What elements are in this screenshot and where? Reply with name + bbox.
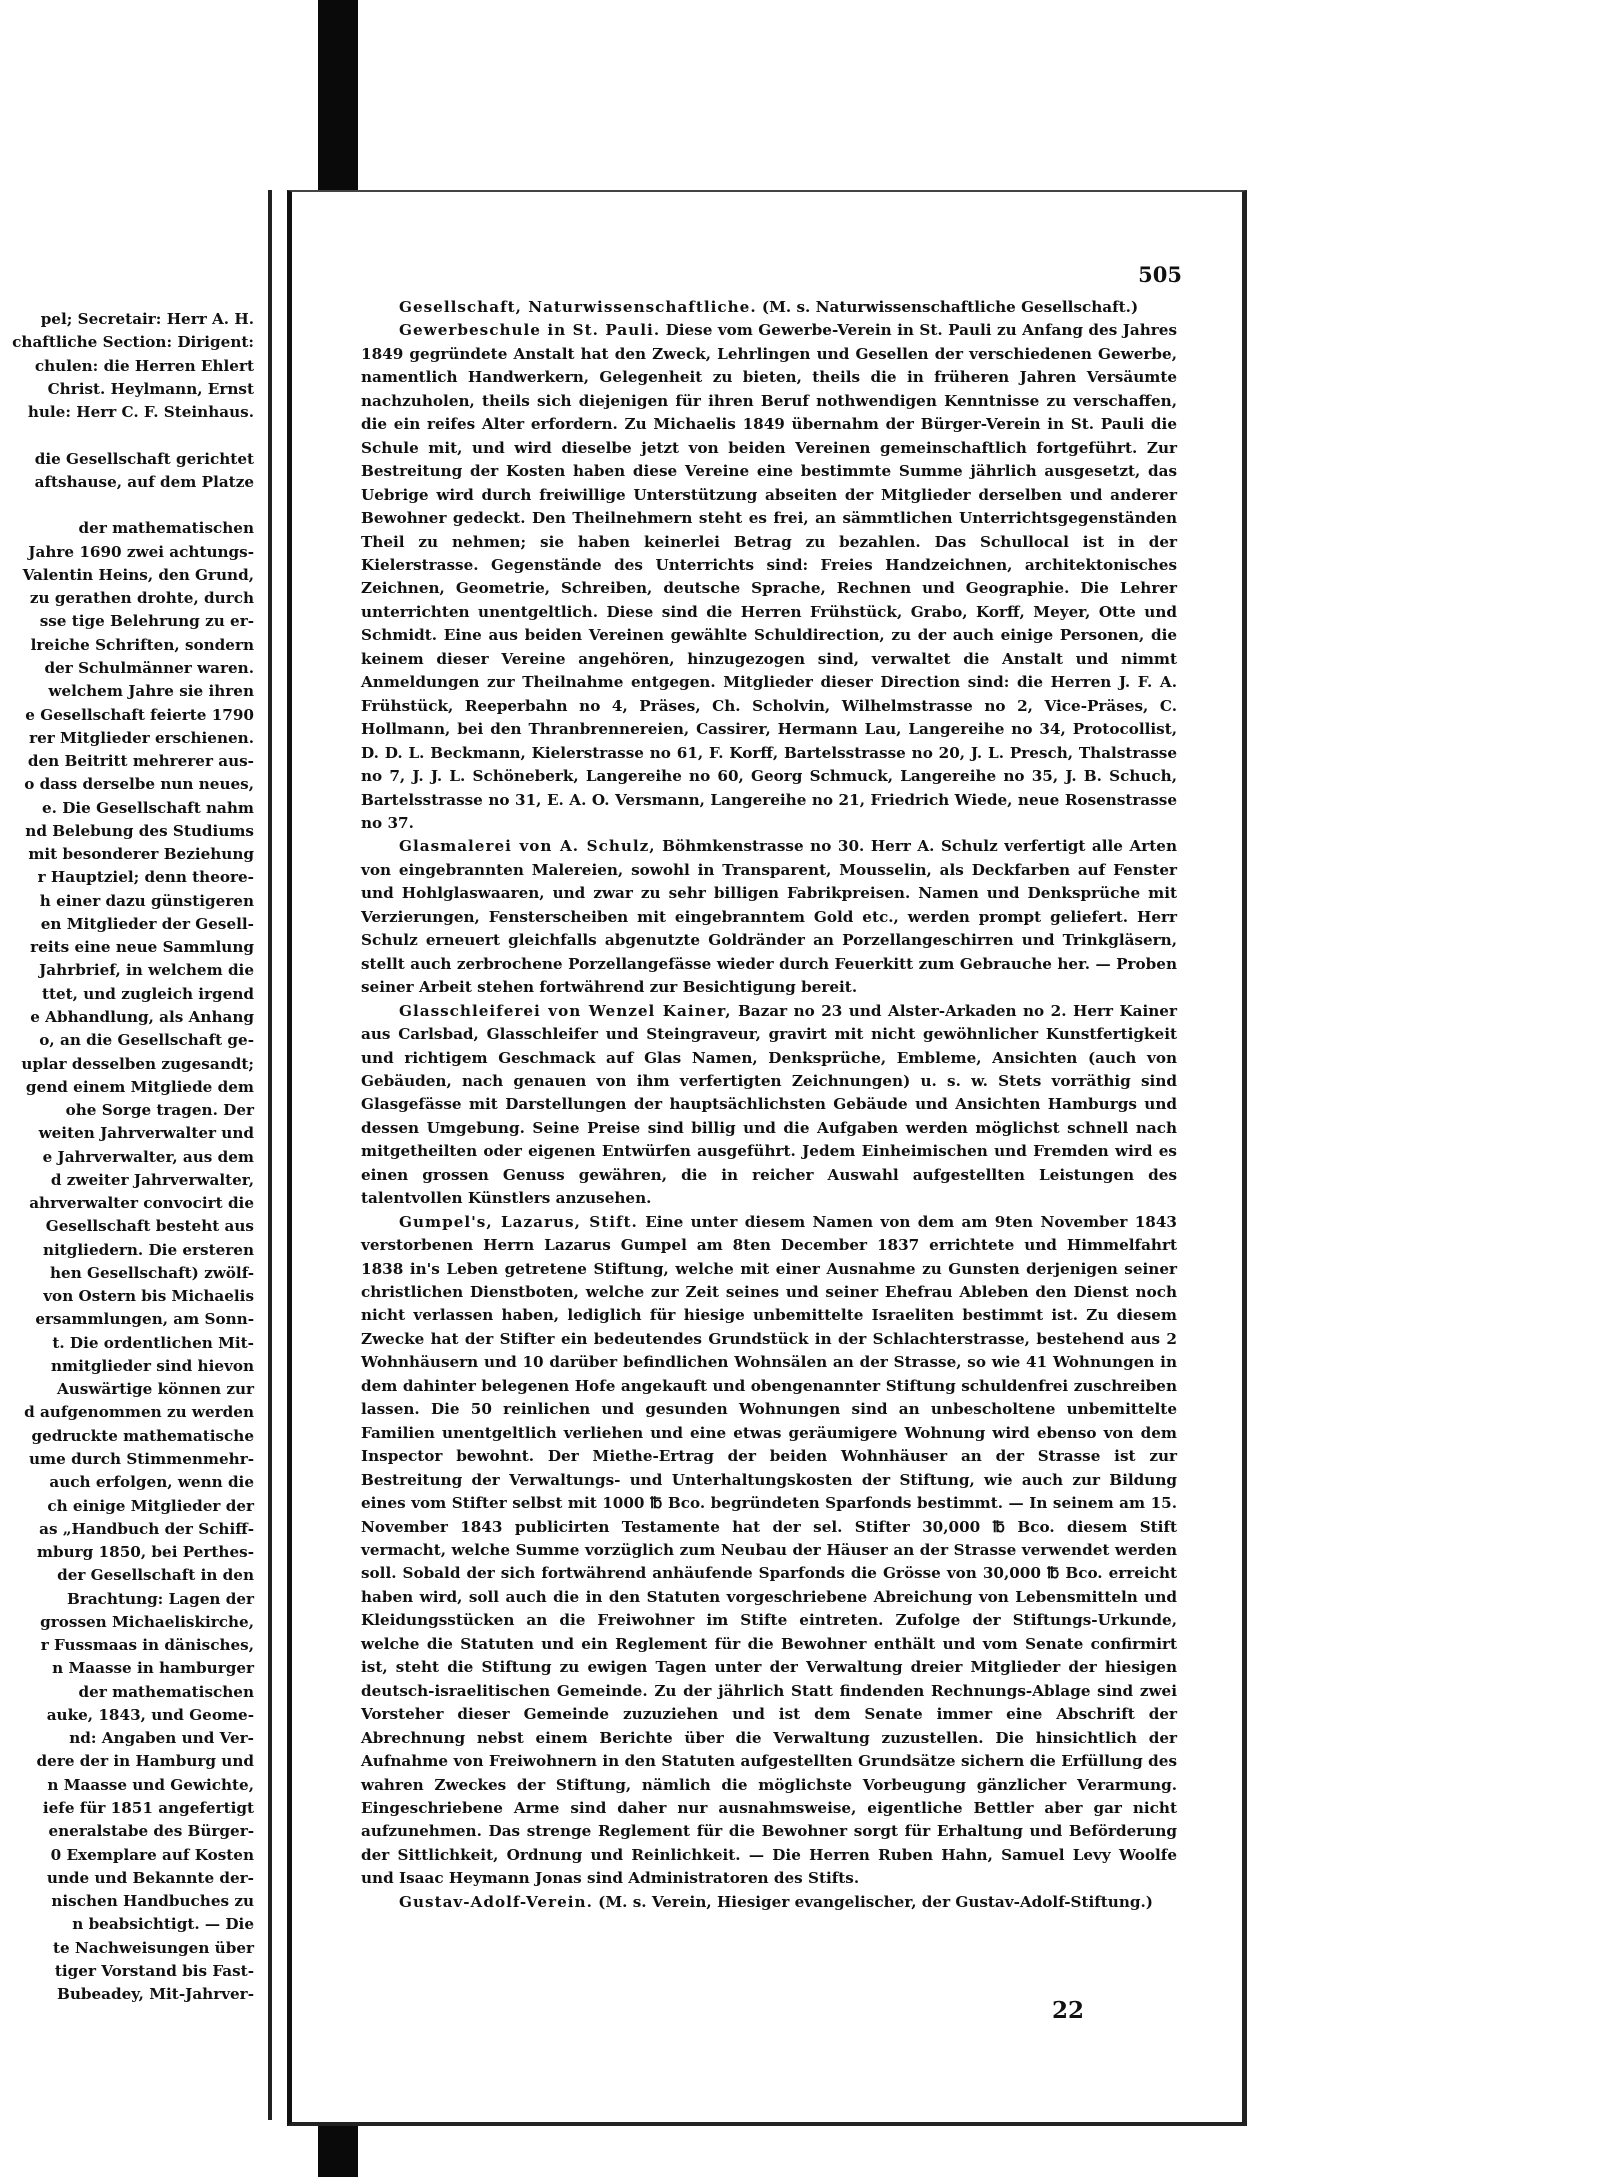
- left-page-line: e. Die Gesellschaft nahm: [41, 798, 254, 817]
- entry-heading: Gewerbeschule in St. Pauli.: [399, 321, 661, 340]
- left-page-line: iefe für 1851 angefertigt: [42, 1799, 254, 1817]
- left-page-line: nd: Angaben und Ver-: [69, 1729, 254, 1748]
- right-page-text: [361, 296, 1177, 1914]
- left-page-line: tiger Vorstand bis Fast-: [54, 1961, 254, 1980]
- left-page-line: r Hauptziel; denn theore-: [37, 868, 254, 887]
- left-page-line: lreiche Schriften, sondern: [30, 635, 254, 654]
- left-page-line: weiten Jahrverwalter und: [38, 1124, 254, 1143]
- left-page-line: n Maasse in hamburger: [52, 1659, 254, 1678]
- entry-paragraph: [361, 1000, 1177, 1211]
- entry-body: (M. s. Naturwissenschaftliche Gesellschaft.): [756, 298, 1139, 316]
- left-page-line: reits eine neue Sammlung: [30, 938, 254, 957]
- left-page-line: chulen: die Herren Ehlert: [34, 356, 254, 375]
- left-page-line: nd Belebung des Studiums: [25, 821, 254, 840]
- left-page-line: r Fussmaas in dänisches,: [40, 1636, 254, 1655]
- left-page-line: Brachtung: Lagen der: [67, 1589, 254, 1608]
- left-page-text: [0, 308, 254, 2006]
- left-page-line: mit besonderer Beziehung: [28, 845, 254, 864]
- left-page-line: der Gesellschaft in den: [57, 1566, 254, 1585]
- entry-paragraph: [361, 1891, 1177, 1914]
- signature-mark: 22: [1052, 1997, 1085, 2024]
- left-page-line: welchem Jahre sie ihren: [48, 682, 254, 701]
- left-page-line: en Mitglieder der Gesell-: [40, 914, 254, 933]
- left-page-line: nischen Handbuches zu: [51, 1892, 254, 1911]
- left-page-line: 0 Exemplare auf Kosten: [50, 1845, 254, 1864]
- entry-heading: Glasmalerei von A. Schulz,: [399, 837, 656, 856]
- left-page-line: hen Gesellschaft) zwölf-: [49, 1263, 254, 1282]
- left-page-line: Bubeadey, Mit-Jahrver-: [57, 1985, 254, 2004]
- left-page-line: e Gesellschaft feierte 1790: [25, 705, 254, 724]
- left-page: [0, 190, 272, 2120]
- left-page-line: [0, 424, 254, 447]
- left-page-line: dere der in Hamburg und: [36, 1752, 254, 1771]
- left-page-line: h einer dazu günstigeren: [39, 891, 254, 910]
- left-page-line: gend einem Mitgliede dem: [25, 1077, 254, 1096]
- entry-body: (M. s. Verein, Hiesiger evangelischer, der Gustav-Adolf-Stiftung.): [592, 1892, 1153, 1911]
- entry-body: Diese vom Gewerbe-Verein in St. Pauli zu Anfang des Jahres 1849 gegründete Anstalt hat den Zweck, Lehrlingen und Gesellen der verschiedenen Gewerbe, namentlich Handwerkern, Gelegenheit zu bieten, theils die in früheren Jahren Versäumte nachzuholen, theils sich diejenigen für ihren Beruf nothwendigen Kenntnisse zu verschaffen, die ein reifes Alter erfordern. Zu Michaelis 1849 übernahm der Bürger-Verein in St. Pauli die Schule mit, und wird dieselbe jetzt von beiden Vereinen gemeinschaftlich fortgeführt. Zur Bestreitung der Kosten haben diese Vereine eine bestimmte Summe jährlich ausgesetzt, das Uebrige wird durch freiwillige Unterstützung abseiten der Mitglieder derselben und anderer Bewohner gedeckt. Den Theilnehmern steht es frei, an sämmtlichen Unterrichtsgegenständen Theil zu nehmen; sie haben keinerlei Betrag zu bezahlen. Das Schullocal ist in der Kielerstrasse. Gegenstände des Unterrichts sind: Freies Handzeichnen, architektonisches Zeichnen, Geometrie, Schreiben, deutsche Sprache, Rechnen und Geographie. Die Lehrer unterrichten unentgeltlich. Diese sind die Herren Frühstück, Grabo, Korff, Meyer, Otte und Schmidt. Eine aus beiden Vereinen gewählte Schuldirection, zu der auch einige Personen, die keinem dieser Vereine angehören, hinzugezogen sind, verwaltet die Anstalt und nimmt Anmeldungen zur Theilnahme entgegen. Mitglieder dieser Direction sind: die Herren J. F. A. Frühstück, Reeperbahn no 4, Präses, Ch. Scholvin, Wilhelmstrasse no 2, Vice-Präses, C. Hollmann, bei den Thranbrennereien, Cassirer, Hermann Lau, Langereihe no 34, Protocollist, D. D. L. Beckmann, Kielerstrasse no 61, F. Korff, Bartelsstrasse no 20, J. L. Presch, Thalstrasse no 7, J. J. L. Schöneberk, Langereihe no 60, Georg Schmuck, Langereihe no 35, J. B. Schuch, Bartelsstrasse no 31, E. A. O. Versmann, Langereihe no 21, Friedrich Wiede, neue Rosenstrasse no 37.: [361, 321, 1177, 832]
- left-page-line: d zweiter Jahrverwalter,: [50, 1170, 254, 1189]
- left-page-line: die Gesellschaft gerichtet: [34, 449, 254, 468]
- left-page-line: Jahre 1690 zwei achtungs-: [28, 542, 254, 561]
- left-page-line: n beabsichtigt. — Die: [72, 1915, 254, 1934]
- left-page-line: von Ostern bis Michaelis: [43, 1287, 254, 1306]
- left-page-line: Valentin Heins, den Grund,: [22, 565, 254, 584]
- left-page-line: e Abhandlung, als Anhang: [30, 1007, 254, 1026]
- left-page-line: ch einige Mitglieder der: [47, 1496, 254, 1515]
- left-page-line: auke, 1843, und Geome-: [46, 1705, 254, 1724]
- left-page-line: hule: Herr C. F. Steinhaus.: [27, 403, 254, 422]
- entry-paragraph: [361, 1211, 1177, 1891]
- left-page-line: Gesellschaft besteht aus: [45, 1217, 254, 1236]
- left-page-line: der mathematischen: [78, 519, 254, 538]
- left-page-line: rer Mitglieder erschienen.: [29, 728, 254, 747]
- left-page-line: der mathematischen: [78, 1682, 254, 1701]
- entry-heading: Gustav-Adolf-Verein.: [399, 1892, 593, 1911]
- left-page-line: t. Die ordentlichen Mit-: [52, 1333, 254, 1352]
- left-page-line: Jahrbrief, in welchem die: [39, 961, 254, 980]
- left-page-line: ttet, und zugleich irgend: [41, 984, 254, 1003]
- entry-body: Böhmkenstrasse no 30. Herr A. Schulz verfertigt alle Arten von eingebrannten Malereien, sowohl in Transparent, Mousselin, als Deckfarben auf Fenster und Hohlglaswaaren, und zwar zu sehr billigen Fabrikpreisen. Namen und Denksprüche mit Verzierungen, Fensterscheiben mit eingebranntem Gold etc., werden prompt geliefert. Herr Schulz erneuert gleichfalls abgenutzte Goldränder an Porzellangeschirren und Trinkgläsern, stellt auch zerbrochene Porzellangefässe wieder durch Feuerkitt zum Gebrauche her. — Proben seiner Arbeit stehen fortwährend zur Besichtigung bereit.: [361, 837, 1177, 997]
- left-page-line: d aufgenommen zu werden: [24, 1403, 254, 1422]
- entry-heading: Gesellschaft, Naturwissenschaftliche.: [399, 298, 757, 316]
- left-page-line: te Nachweisungen über: [52, 1938, 254, 1957]
- entry-body: Eine unter diesem Namen von dem am 9ten November 1843 verstorbenen Herrn Lazarus Gumpel am 8ten December 1837 errichtete und Himmelfahrt 1838 in's Leben getretene Stiftung, welche mit einer Ausnahme zu Gunsten derjenigen seiner christlichen Dienstboten, welche zur Zeit seines und seiner Ehefrau Ableben den Dienst noch nicht verlassen haben, lediglich für hiesige unbemittelte Israeliten bestimmt ist. Zu diesem Zwecke hat der Stifter ein bedeutendes Grundstück in der Schlachterstrasse, bestehend aus 2 Wohnhäusern und 10 darüber befindlichen Wohnsälen an der Strasse, so wie 41 Wohnungen in dem dahinter belegenen Hofe angekauft und obengenannter Stiftung schuldenfrei zuschreiben lassen. Die 50 reinlichen und gesunden Wohnungen sind an unbescholtene unbemittelte Familien unentgeltlich verliehen und eine etwas geräumigere Wohnung wird ebenso von dem Inspector bewohnt. Der Miethe-Ertrag der beiden Wohnhäuser an der Strasse ist zur Bestreitung der Verwaltungs- und Unterhaltungskosten der Stiftung, wie auch zur Bildung eines vom Stifter selbst mit 1000 ℔ Bco. begründeten Sparfonds bestimmt. — In seinem am 15. November 1843 publicirten Testamente hat der sel. Stifter 30,000 ℔ Bco. diesem Stift vermacht, welche Summe vorzüglich zum Neubau der Häuser an der Strasse verwendet werden soll. Sobald der sich fortwährend anhäufende Sparfonds die Grösse von 30,000 ℔ Bco. erreicht haben wird, soll auch die in den Statuten vorgeschriebene Abreichung von Lebensmitteln und Kleidungsstücken an die Freiwohner im Stifte eintreten. Zufolge der Stiftungs-Urkunde, welche die Statuten und ein Reglement für die Bewohner enthält und vom Senate confirmirt ist, steht die Stiftung zu ewigen Tagen unter der Verwaltung dreier Mitglieder der hiesigen deutsch-israelitischen Gemeinde. Zu der jährlich Statt findenden Rechnungs-Ablage sind zwei Vorsteher dieser Gemeinde zuzuziehen und ist dem Senate immer eine Abschrift der Abrechnung nebst einem Berichte über die Verwaltung zuzustellen. Die hinsichtlich der Aufnahme von Freiwohnern in den Statuten aufgestellten Grundsätze sichern die Erfüllung des wahren Zweckes der Stiftung, nämlich die möglichste Vorbeugung gänzlicher Verarmung. Eingeschriebene Arme sind daher nur ausnahmsweise, eigentliche Bettler aber gar nicht aufzunehmen. Das strenge Reglement für die Bewohner sorgt für Erhaltung und Beförderung der Sittlichkeit, Ordnung und Reinlichkeit. — Die Herren Ruben Hahn, Samuel Levy Woolfe und Isaac Heymann Jonas sind Administratoren des Stifts.: [361, 1212, 1177, 1888]
- left-page-line: o, an die Gesellschaft ge-: [39, 1031, 254, 1050]
- left-page-line: ersammlungen, am Sonn-: [35, 1310, 254, 1329]
- left-page-line: der Schulmänner waren.: [44, 658, 254, 677]
- left-page-line: as „Handbuch der Schiff-: [39, 1519, 254, 1538]
- left-page-line: aftshause, auf dem Platze: [34, 472, 254, 491]
- left-page-line: [0, 494, 254, 517]
- left-page-line: Auswärtige können zur: [56, 1380, 254, 1399]
- left-page-line: ahrverwalter convocirt die: [29, 1194, 254, 1213]
- left-page-line: uplar desselben zugesandt;: [21, 1054, 254, 1073]
- left-page-line: ohe Sorge tragen. Der: [65, 1101, 254, 1120]
- left-page-line: chaftliche Section: Dirigent:: [12, 333, 254, 352]
- entry-heading: Gumpel's, Lazarus, Stift.: [399, 1212, 638, 1231]
- left-page-line: n Maasse und Gewichte,: [47, 1775, 254, 1794]
- left-page-line: unde und Bekannte der-: [46, 1868, 254, 1887]
- page-number: 505: [1138, 262, 1182, 287]
- left-page-line: o dass derselbe nun neues,: [24, 775, 254, 794]
- left-page-line: eneralstabe des Bürger-: [48, 1822, 254, 1841]
- left-page-line: gedruckte mathematische: [31, 1426, 254, 1445]
- entry-heading: Glasschleiferei von Wenzel Kainer,: [399, 1001, 732, 1020]
- left-page-line: nmitglieder sind hievon: [50, 1356, 254, 1375]
- entry-paragraph: [361, 319, 1177, 835]
- left-page-line: grossen Michaeliskirche,: [40, 1612, 254, 1631]
- left-page-line: Christ. Heylmann, Ernst: [47, 379, 254, 398]
- left-page-line: e Jahrverwalter, aus dem: [42, 1147, 254, 1166]
- entry-paragraph: [361, 296, 1177, 319]
- left-page-line: den Beitritt mehrerer aus-: [27, 752, 254, 771]
- entry-paragraph: [361, 835, 1177, 999]
- left-page-line: sse tige Belehrung zu er-: [39, 612, 254, 631]
- left-page-line: nitgliedern. Die ersteren: [42, 1240, 254, 1259]
- left-page-line: ume durch Stimmenmehr-: [29, 1450, 254, 1469]
- left-page-line: zu gerathen drohte, durch: [29, 589, 254, 608]
- entry-body: Bazar no 23 und Alster-Arkaden no 2. Herr Kainer aus Carlsbad, Glasschleifer und Steingraveur, gravirt mit nicht gewöhnlicher Kunstfertigkeit und richtigem Geschmack auf Glas Namen, Denksprüche, Embleme, Ansichten (auch von Gebäuden, nach genauen von ihm verfertigten Zeichnungen) u. s. w. Stets vorräthig sind Glasgefässe mit Darstellungen der hauptsächlichsten Gebäude und Ansichten Hamburgs und dessen Umgebung. Seine Preise sind billig und die Aufgaben werden möglichst schnell nach mitgetheilten oder eigenen Entwürfen ausgeführt. Jedem Einheimischen und Fremden wird es einen grossen Genuss gewähren, die in reicher Auswahl aufgestellten Leistungen des talentvollen Künstlers anzusehen.: [361, 1001, 1177, 1208]
- left-page-line: mburg 1850, bei Perthes-: [36, 1543, 254, 1562]
- left-page-line: auch erfolgen, wenn die: [49, 1473, 254, 1492]
- right-page: [287, 190, 1247, 2126]
- left-page-line: pel; Secretair: Herr A. H.: [40, 310, 254, 328]
